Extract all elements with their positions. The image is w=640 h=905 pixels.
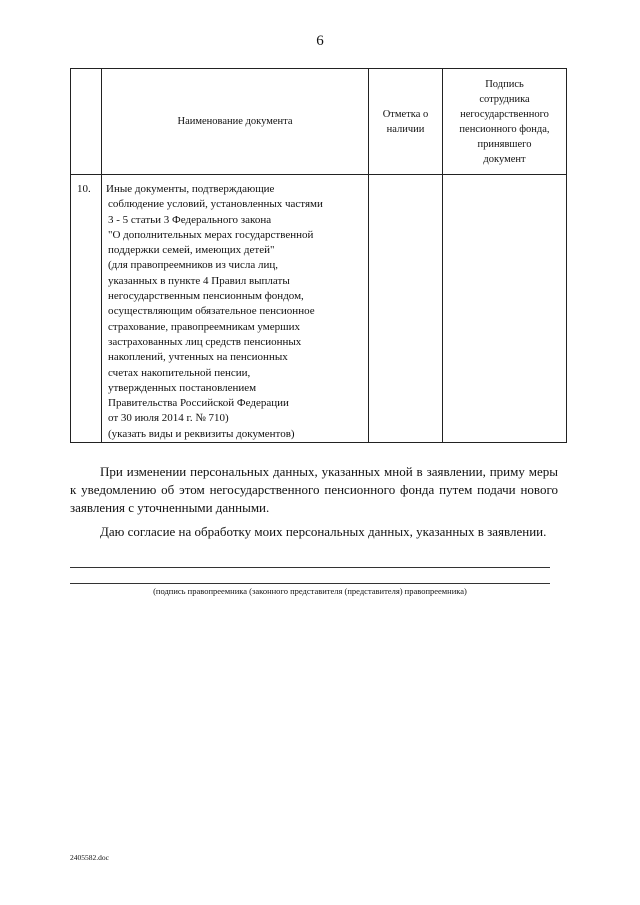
row-text-line: указанных в пункте 4 Правил выплаты [108,274,290,287]
row-number: 10. [71,175,102,443]
header-sign-line: сотрудника [479,93,530,105]
row-text-line: страхование, правопреемникам умерших [108,320,300,333]
row-document-name [102,175,369,443]
header-document-name: Наименование документа [102,69,369,175]
row-text-line: соблюдение условий, установленных частями [108,198,323,211]
row-text-line: утвержденных постановлением [108,381,257,394]
header-number [71,69,102,175]
row-text-line: осуществляющим обязательное пенсионное [108,305,315,318]
consent-text [70,463,558,541]
row-text-line: застрахованных лиц средств пенсионных [108,335,302,348]
documents-table [70,68,567,443]
footer-filename: 2405582.doc [70,853,109,862]
header-mark-line: Отметка о [382,108,429,120]
row-text-line: негосударственным пенсионным фондом, [108,290,304,303]
header-sign-line: пенсионного фонда, [459,123,550,135]
notice-paragraph: При изменении персональных данных, указанных мной в заявлении, приму меры к уведомлению об этом негосударственного пенсионного фонда путем подачи нового заявления с уточненными данными. [70,464,558,515]
table-row [71,175,567,443]
header-mark-line: наличии [386,123,425,135]
signature-line[interactable] [70,583,550,584]
header-sign-line: негосударственного [460,108,549,120]
header-employee-signature [443,69,567,175]
row-employee-signature-cell[interactable] [443,175,567,443]
page-number: 6 [316,33,324,49]
row-text-line: (указать виды и реквизиты документов) [108,427,295,440]
row-text-line: (для правопреемников из числа лиц, [108,259,278,272]
signature-caption: (подпись правопреемника (законного представителя (представителя) правопреемника) [153,586,467,596]
row-text-line: Правительства Российской Федерации [108,397,289,410]
row-text-line: поддержки семей, имеющих детей" [108,244,275,257]
row-text-line: 3 - 5 статьи 3 Федерального закона [108,213,272,226]
row-text-line: накоплений, учтенных на пенсионных [108,351,288,364]
consent-paragraph: Даю согласие на обработку моих персональных данных, указанных в заявлении. [100,524,547,539]
row-availability-mark-cell[interactable] [369,175,443,443]
row-text-line: Иные документы, подтверждающие [106,183,275,195]
row-text-line: "О дополнительных мерах государственной [108,228,314,241]
header-availability-mark [369,69,443,175]
row-text-line: от 30 июля 2014 г. № 710) [108,412,229,425]
row-text-line: счетах накопительной пенсии, [108,366,251,379]
header-sign-line: принявшего [477,138,532,150]
table-header-row [71,69,567,175]
header-sign-line: документ [483,153,526,165]
header-sign-line: Подпись [485,78,524,90]
signature-line[interactable] [70,567,550,568]
